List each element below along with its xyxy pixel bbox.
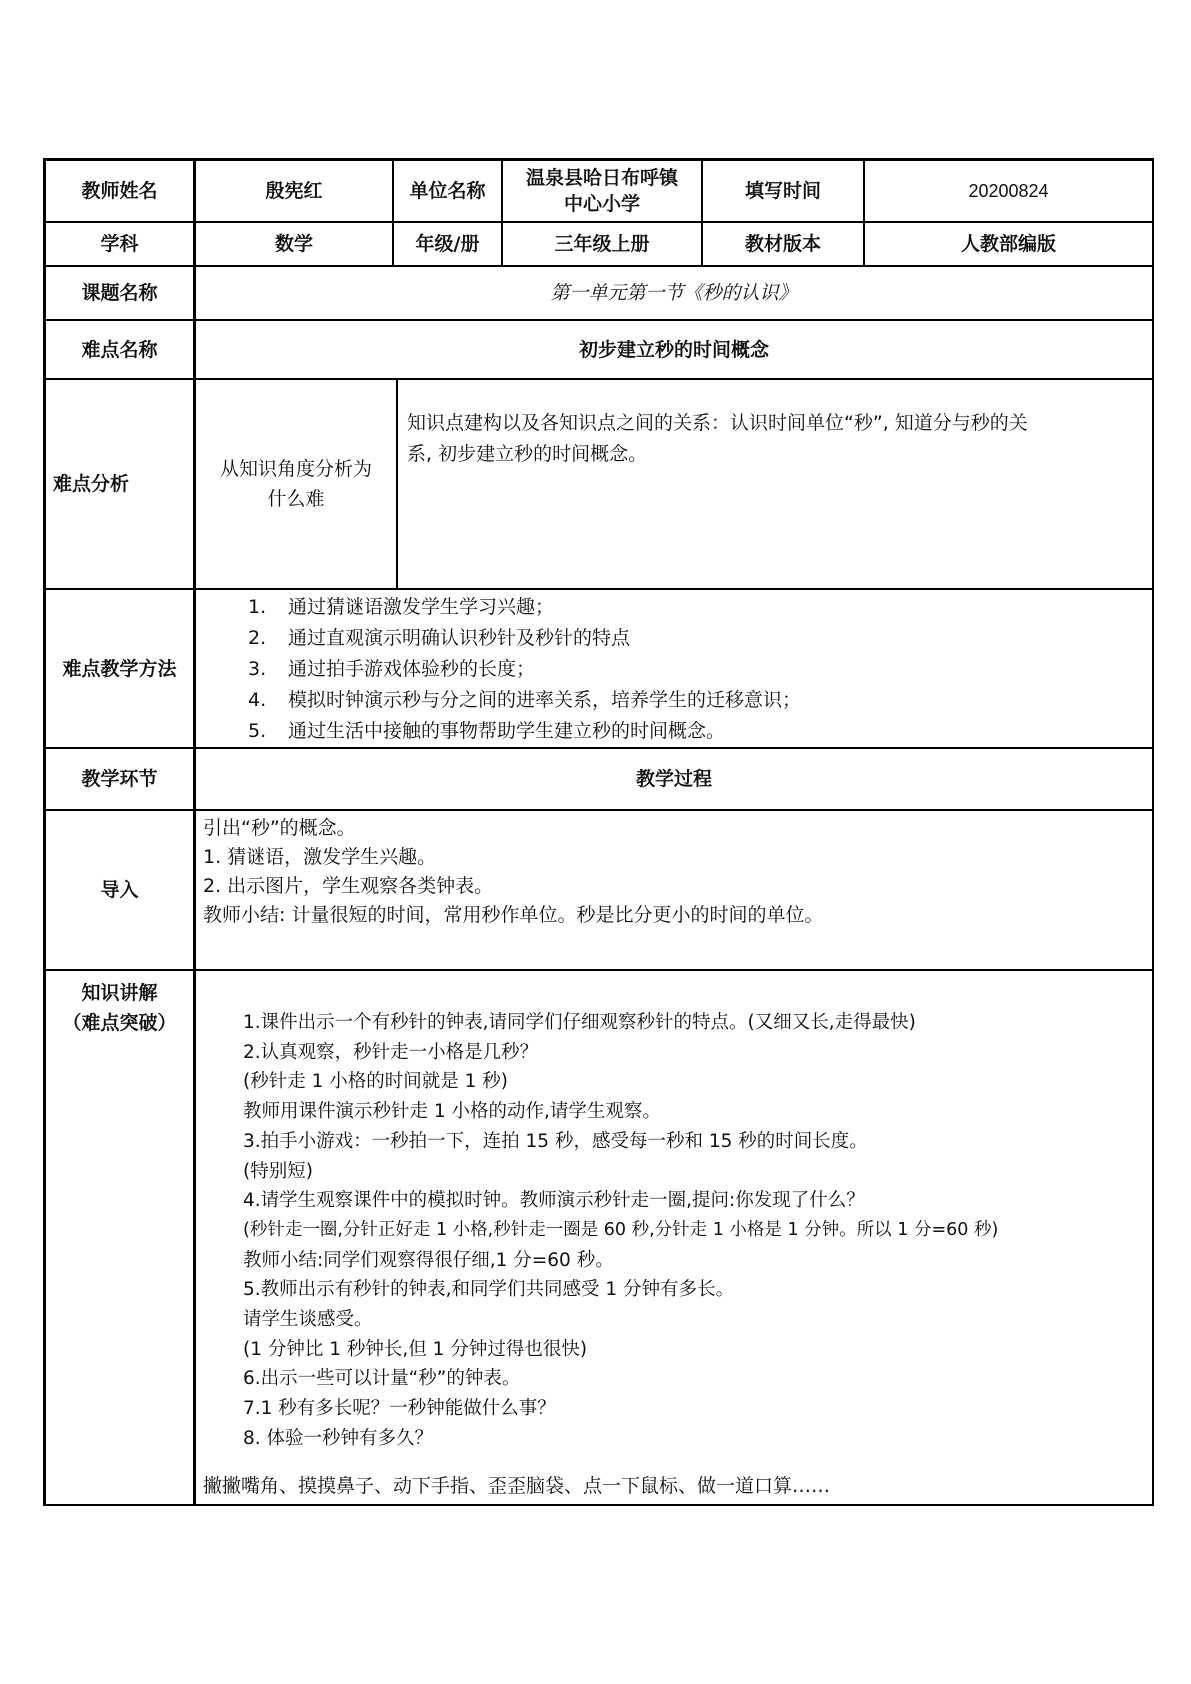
knowledge-line: 4.请学生观察课件中的模拟时钟。教师演示秒针走一圈,提问:你发现了什么？ — [243, 1190, 865, 1212]
topic-value: 第一单元第一节《秒的认识》 — [550, 282, 798, 304]
knowledge-line: (秒针走 1 小格的时间就是 1 秒) — [243, 1071, 508, 1093]
table-border — [1152, 158, 1154, 1506]
knowledge-content — [243, 1008, 1148, 1463]
list-item-number: 5. — [248, 720, 267, 742]
analysis-content-line: 知识点建构以及各知识点之间的关系：认识时间单位“秒”, 知道分与秒的关 — [407, 412, 1028, 434]
date-value: 20200824 — [968, 181, 1049, 201]
list-item — [248, 623, 630, 654]
row-divider — [43, 809, 1154, 811]
unit-name-value — [503, 161, 701, 221]
knowledge-line: 5.教师出示有秒针的钟表,和同学们共同感受 1 分钟有多长。 — [243, 1279, 735, 1301]
list-item-text: 模拟时钟演示秒与分之间的进率关系，培养学生的迁移意识； — [288, 689, 802, 711]
knowledge-line: 2.认真观察，秒针走一小格是几秒？ — [243, 1041, 539, 1063]
list-item-text: 通过直观演示明确认识秒针及秒针的特点 — [288, 627, 631, 649]
list-item-number: 3. — [248, 658, 267, 680]
list-item-number: 2. — [248, 627, 267, 649]
knowledge-line: 教师用课件演示秒针走 1 小格的动作,请学生观察。 — [243, 1101, 661, 1123]
unit-name-label: 单位名称 — [409, 180, 486, 202]
analysis-content-line: 系, 初步建立秒的时间概念。 — [407, 443, 648, 465]
analysis-label: 难点分析 — [53, 473, 130, 495]
topic-label: 课题名称 — [81, 282, 158, 304]
list-item-number: 1. — [248, 596, 267, 618]
knowledge-last-line: 撇撇嘴角、摸摸鼻子、动下手指、歪歪脑袋、点一下鼠标、做一道口算…… — [203, 1475, 831, 1497]
list-item-number: 4. — [248, 689, 267, 711]
list-item-text: 通过生活中接触的事物帮助学生建立秒的时间概念。 — [288, 720, 726, 742]
list-item-text: 通过猜谜语激发学生学习兴趣； — [288, 596, 555, 618]
intro-line: 教师小结: 计量很短的时间，常用秒作单位。秒是比分更小的时间的单位。 — [203, 904, 824, 926]
process-header-value: 教学过程 — [635, 768, 712, 790]
intro-content — [203, 814, 1148, 964]
knowledge-line: 7.1 秒有多长呢？一秒钟能做什么事？ — [243, 1398, 556, 1420]
knowledge-line: 1.课件出示一个有秒针的钟表,请同学们仔细观察秒针的特点。(又细又长,走得最快) — [243, 1012, 916, 1033]
unit-name-line: 温泉县哈日布呼镇 — [525, 167, 678, 189]
analysis-content — [407, 408, 1152, 508]
knowledge-label — [46, 976, 193, 1040]
methods-label: 难点教学方法 — [62, 657, 177, 680]
intro-line: 1. 猜谜语，激发学生兴趣。 — [203, 846, 437, 868]
edition-value: 人教部编版 — [960, 233, 1056, 255]
knowledge-label-line: （难点突破） — [62, 1012, 177, 1034]
list-item — [248, 685, 801, 716]
grade-value: 三年级上册 — [554, 233, 650, 255]
grade-label: 年级/册 — [415, 233, 480, 255]
date-label: 填写时间 — [744, 180, 821, 202]
knowledge-label-line: 知识讲解 — [81, 982, 158, 1004]
knowledge-line: 6.出示一些可以计量“秒”的钟表。 — [243, 1368, 521, 1390]
knowledge-line: 3.拍手小游戏：一秒拍一下，连拍 15 秒，感受每一秒和 15 秒的时间长度。 — [243, 1130, 868, 1152]
row-divider — [43, 588, 1154, 590]
intro-line: 引出“秒”的概念。 — [203, 817, 356, 839]
list-item-text: 通过拍手游戏体验秒的长度； — [288, 658, 536, 680]
intro-label: 导入 — [100, 879, 139, 901]
teacher-name-label: 教师姓名 — [81, 180, 158, 202]
knowledge-line: (特别短) — [243, 1160, 313, 1182]
lesson-plan-table — [43, 158, 1154, 1506]
analysis-sub-label-line: 从知识角度分析为 — [219, 458, 372, 480]
knowledge-line: 请学生谈感受。 — [243, 1309, 373, 1331]
list-item — [248, 716, 725, 747]
process-header-label: 教学环节 — [81, 768, 158, 790]
knowledge-line: (秒针走一圈,分针正好走 1 小格,秒针走一圈是 60 秒,分针走 1 小格是 1 分钟。所以 1 分=60 秒) — [243, 1219, 999, 1240]
knowledge-line: (1 分钟比 1 秒钟长,但 1 分钟过得也很快) — [243, 1338, 588, 1360]
intro-line: 2. 出示图片，学生观察各类钟表。 — [203, 875, 494, 897]
list-item — [248, 592, 554, 623]
knowledge-line: 教师小结:同学们观察得很仔细,1 分=60 秒。 — [243, 1249, 614, 1271]
teacher-name-value: 殷宪红 — [265, 180, 323, 202]
difficulty-value: 初步建立秒的时间概念 — [578, 338, 769, 361]
analysis-sub-label-line: 什么难 — [267, 488, 325, 510]
methods-list — [248, 592, 1148, 747]
row-divider — [43, 969, 1154, 971]
difficulty-label: 难点名称 — [81, 338, 158, 361]
list-item — [248, 654, 535, 685]
subject-value: 数学 — [274, 233, 313, 255]
knowledge-line: 8. 体验一秒钟有多久？ — [243, 1427, 434, 1449]
column-divider — [396, 378, 398, 590]
edition-label: 教材版本 — [744, 233, 821, 255]
unit-name-line: 中心小学 — [563, 193, 640, 215]
subject-label: 学科 — [100, 233, 139, 255]
analysis-sub-label — [196, 380, 396, 588]
table-border — [43, 1504, 1154, 1506]
